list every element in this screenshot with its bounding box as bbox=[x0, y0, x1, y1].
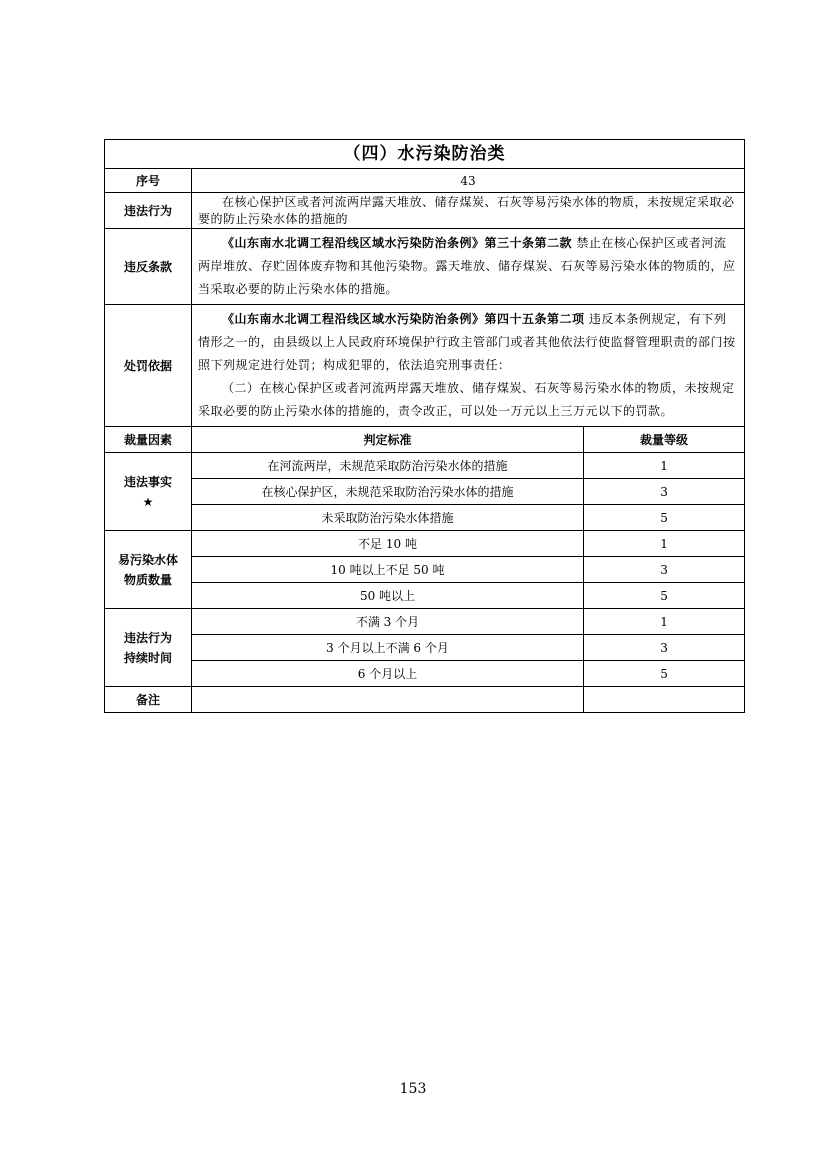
violation-label: 违法行为 bbox=[105, 193, 192, 229]
penalty-basis-label: 处罚依据 bbox=[105, 305, 192, 427]
level-cell: 5 bbox=[584, 583, 745, 609]
standard-cell: 6 个月以上 bbox=[192, 661, 584, 687]
serial-value: 43 bbox=[192, 169, 745, 193]
remarks-label: 备注 bbox=[105, 687, 192, 713]
level-cell: 1 bbox=[584, 531, 745, 557]
factor-pollutant-quantity: 易污染水体 物质数量 bbox=[105, 531, 192, 609]
factor-violation-fact: 违法事实 ★ bbox=[105, 453, 192, 531]
penalty-basis-text-1: 违反本条例规定，有下列情形之一的，由县级以上人民政府环境保护行政主管部门或者其他依法行使监督管理职责的部门按照下列规定进行处罚；构成犯罪的，依法追究刑事责任： bbox=[198, 312, 736, 372]
penalty-basis-cell bbox=[192, 305, 745, 427]
serial-label: 序号 bbox=[105, 169, 192, 193]
level-cell: 5 bbox=[584, 505, 745, 531]
table-title: （四）水污染防治类 bbox=[105, 140, 745, 169]
standard-cell: 在核心保护区，未规范采取防治污染水体的措施 bbox=[192, 479, 584, 505]
standard-cell: 不满 3 个月 bbox=[192, 609, 584, 635]
standard-header: 判定标准 bbox=[192, 427, 584, 453]
discretion-table bbox=[104, 139, 745, 713]
level-cell: 3 bbox=[584, 635, 745, 661]
standard-cell: 3 个月以上不满 6 个月 bbox=[192, 635, 584, 661]
violated-clause-cell bbox=[192, 229, 745, 305]
level-cell: 1 bbox=[584, 609, 745, 635]
penalty-basis-text-2: （二）在核心保护区或者河流两岸露天堆放、储存煤炭、石灰等易污染水体的物质，未按规定采取必要的防止污染水体的措施的，责令改正，可以处一万元以上三万元以下的罚款。 bbox=[198, 381, 735, 418]
standard-cell: 50 吨以上 bbox=[192, 583, 584, 609]
factor-header: 裁量因素 bbox=[105, 427, 192, 453]
standard-cell: 不足 10 吨 bbox=[192, 531, 584, 557]
level-header: 裁量等级 bbox=[584, 427, 745, 453]
standard-cell: 在河流两岸，未规范采取防治污染水体的措施 bbox=[192, 453, 584, 479]
standard-cell: 10 吨以上不足 50 吨 bbox=[192, 557, 584, 583]
violated-clause-label: 违反条款 bbox=[105, 229, 192, 305]
violated-clause-law: 《山东南水北调工程沿线区域水污染防治条例》第三十条第二款 bbox=[222, 236, 573, 250]
level-cell: 3 bbox=[584, 479, 745, 505]
remarks-standard bbox=[192, 687, 584, 713]
penalty-basis-law: 《山东南水北调工程沿线区域水污染防治条例》第四十五条第二项 bbox=[222, 312, 585, 326]
violated-clause-text: 禁止在核心保护区或者河流两岸堆放、存贮固体废弃物和其他污染物。露天堆放、储存煤炭、石灰等易污染水体的物质的，应当采取必要的防止污染水体的措施。 bbox=[198, 236, 736, 296]
remarks-level bbox=[584, 687, 745, 713]
level-cell: 5 bbox=[584, 661, 745, 687]
star-icon: ★ bbox=[142, 494, 154, 509]
level-cell: 1 bbox=[584, 453, 745, 479]
level-cell: 3 bbox=[584, 557, 745, 583]
factor-duration: 违法行为 持续时间 bbox=[105, 609, 192, 687]
violation-text: 在核心保护区或者河流两岸露天堆放、储存煤炭、石灰等易污染水体的物质，未按规定采取必要的防止污染水体的措施的 bbox=[192, 193, 745, 229]
page-number: 153 bbox=[399, 1081, 427, 1097]
standard-cell: 未采取防治污染水体措施 bbox=[192, 505, 584, 531]
